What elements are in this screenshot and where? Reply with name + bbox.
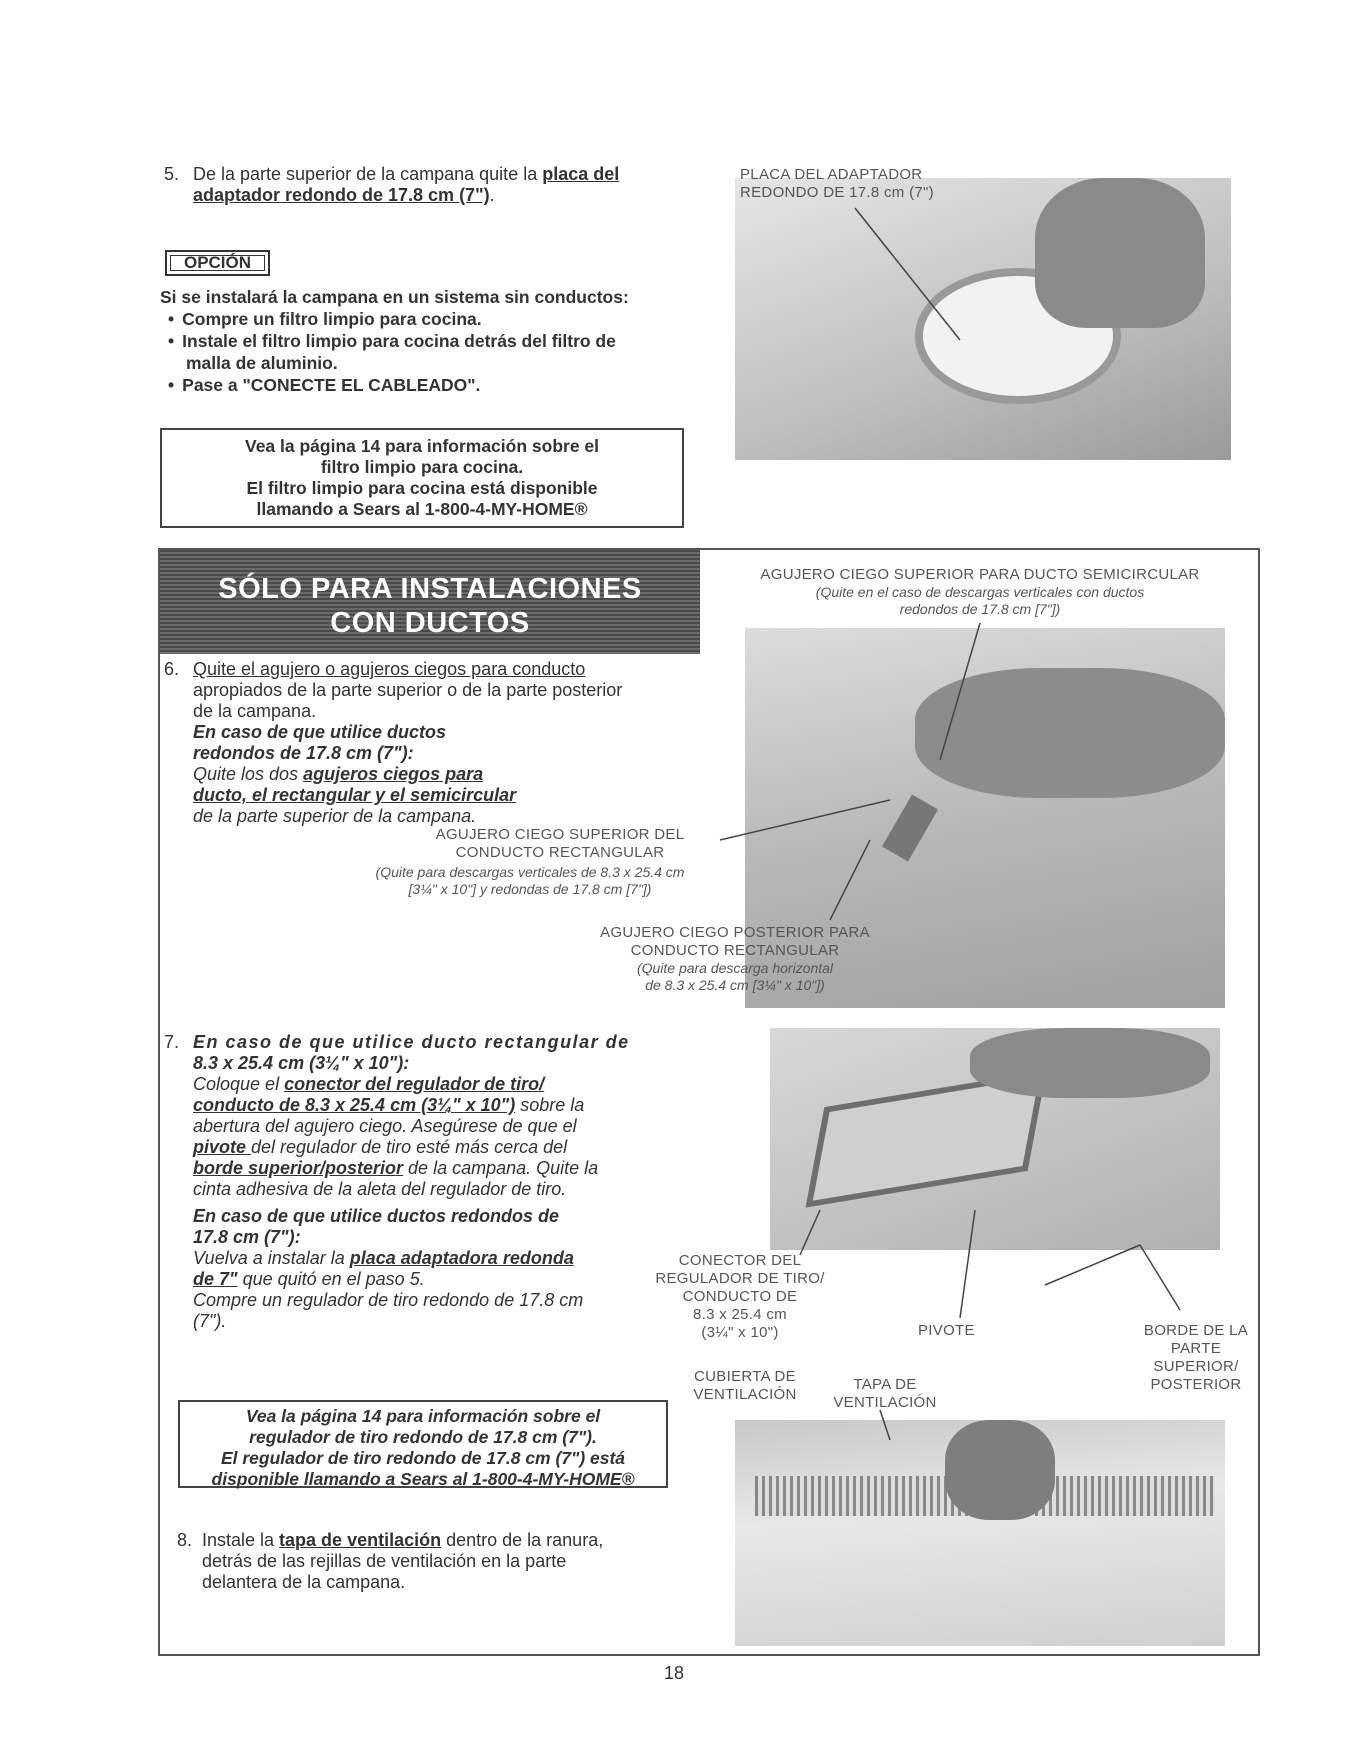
ducted-banner bbox=[160, 550, 700, 654]
step8-text: Instale la tapa de ventilación dentro de la ranura, detrás de las rejillas de ventilación en la parte delantera de la campana. bbox=[202, 1530, 604, 1592]
page-number: 18 bbox=[663, 1663, 685, 1683]
caption-vent-cover: CUBIERTA DE VENTILACIÓN bbox=[693, 1368, 797, 1403]
caption-connector: CONECTOR DEL REGULADOR DE TIRO/ CONDUCTO DE 8.3 x 25.4 cm (3¼" x 10") bbox=[655, 1252, 825, 1341]
option-label-box bbox=[165, 250, 270, 276]
step5-number: 5. bbox=[164, 164, 180, 184]
option-bullet-1: • Compre un filtro limpio para cocina. bbox=[168, 309, 482, 330]
screwdriver bbox=[882, 795, 938, 862]
hand-removing-knockout bbox=[915, 668, 1225, 798]
step6-link: Quite el agujero o agujeros ciegos para conducto bbox=[193, 659, 586, 679]
caption-semicircular: AGUJERO CIEGO SUPERIOR PARA DUCTO SEMICIRCULAR (Quite en el caso de descargas verticales con ductos redondos de 17.8 cm [7"]) bbox=[760, 566, 1200, 617]
caption-adapter-plate: PLACA DEL ADAPTADOR REDONDO DE 17.8 cm (7") bbox=[740, 166, 934, 201]
step7-number: 7. bbox=[164, 1032, 180, 1052]
banner-line-2: CON DUCTOS bbox=[330, 607, 530, 639]
caption-top-rear-edge: BORDE DE LA PARTE SUPERIOR/ POSTERIOR bbox=[1143, 1322, 1249, 1393]
step7-text: En caso de que utilice ducto rectangular de 8.3 x 25.4 cm (3¼" x 10"): Coloque el conector del regulador de tiro/ conducto de 8.3 x 25.4 cm (3¼" x 10") sobre la abertura del agujero ciego. Asegúrese de que el pivote del regulador de tiro esté más cerca del borde superior/posterior de la campana. Quite la cinta adhesiva de la aleta del regulador de tiro. En caso de que utilice ductos redondos de 17.8 cm (7"): Vuelva a instalar la placa adaptadora redonda de 7" que quitó en el paso 5. Compre un regulador de tiro redondo de 17.8 cm (7"). bbox=[193, 1032, 630, 1331]
photo-damper-connector bbox=[770, 1028, 1220, 1250]
caption-pivot: PIVOTE bbox=[918, 1322, 975, 1339]
step6-number: 6. bbox=[164, 659, 180, 679]
hand-with-screwdriver bbox=[1035, 178, 1205, 328]
caption-rect-top: AGUJERO CIEGO SUPERIOR DEL CONDUCTO RECTANGULAR (Quite para descargas verticales de 8.3 x 25.4 cm [3¼" x 10"] y redondas de 17.8 cm [7"]) bbox=[375, 826, 685, 897]
note-damper-box: Vea la página 14 para información sobre el regulador de tiro redondo de 17.8 cm (7"). El regulador de tiro redondo de 17.8 cm (7") está disponible llamando a Sears al 1-800-4-MY-HOME® bbox=[178, 1400, 668, 1488]
photo-adapter-plate bbox=[735, 178, 1231, 460]
option-bullet-3: • Pase a "CONECTE EL CABLEADO". bbox=[168, 375, 480, 396]
photo-vent-cap bbox=[735, 1420, 1225, 1646]
option-bullet-2: • Instale el filtro limpio para cocina detrás del filtro de bbox=[168, 331, 616, 352]
option-intro: Si se instalará la campana en un sistema sin conductos: bbox=[160, 287, 629, 307]
option-label: OPCIÓN bbox=[183, 253, 252, 272]
hand-placing-connector bbox=[970, 1028, 1210, 1098]
step6-text: Quite el agujero o agujeros ciegos para conducto apropiados de la parte superior o de la parte posterior de la campana. En caso de que utilice ductos redondos de 17.8 cm (7"): Quite los dos agujeros ciegos para ducto, el rectangular y el semicircular de la parte superior de la campana. bbox=[193, 659, 623, 826]
step8-number: 8. bbox=[177, 1530, 193, 1550]
banner-line-1: SÓLO PARA INSTALACIONES bbox=[218, 573, 642, 605]
caption-rect-back: AGUJERO CIEGO POSTERIOR PARA CONDUCTO RECTANGULAR (Quite para descarga horizontal de 8.3 x 25.4 cm [3¼" x 10"]) bbox=[600, 924, 870, 993]
option-bullet-2-cont: malla de aluminio. bbox=[186, 353, 338, 373]
step5-text: De la parte superior de la campana quite la placa del adaptador redondo de 17.8 cm (7"). bbox=[193, 164, 620, 205]
caption-vent-cap: TAPA DE VENTILACIÓN bbox=[833, 1376, 937, 1411]
hand-inserting-cap bbox=[945, 1420, 1055, 1520]
note-filter-box: Vea la página 14 para información sobre el filtro limpio para cocina. El filtro limpio para cocina está disponible llamando a Sears al 1-800-4-MY-HOME® bbox=[160, 428, 684, 528]
